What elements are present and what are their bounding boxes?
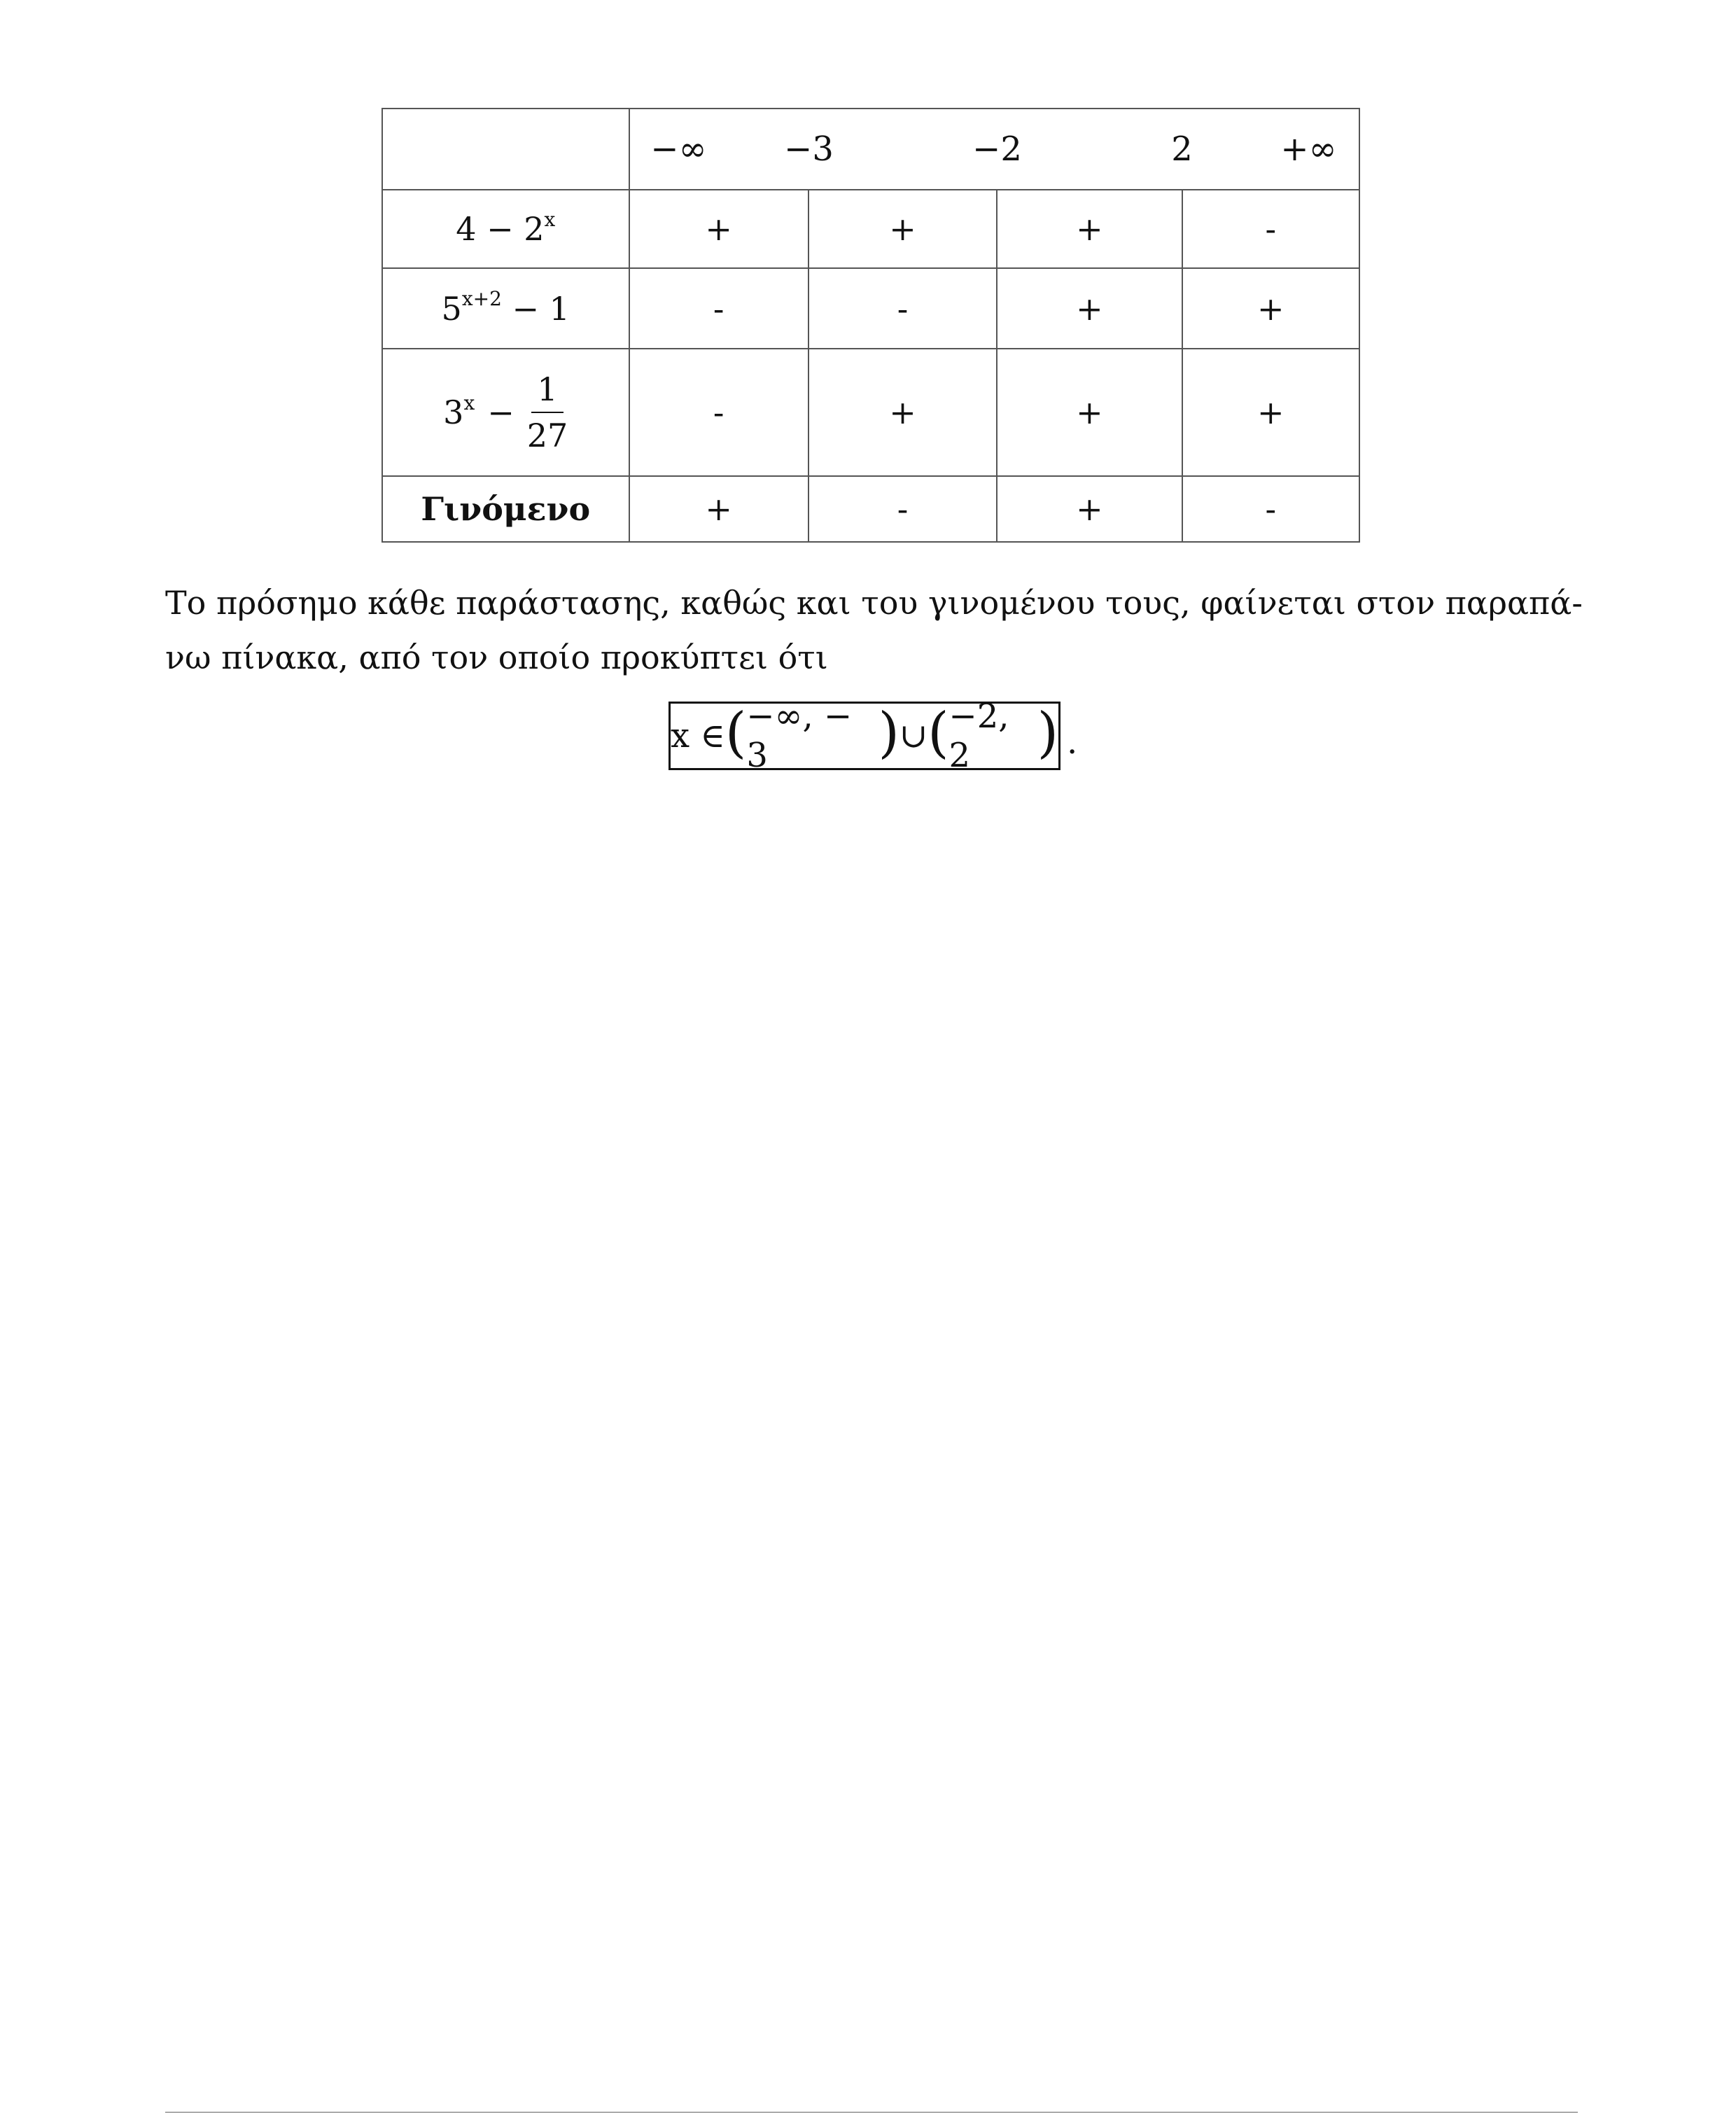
point-neg-inf: −∞	[650, 130, 707, 169]
sign-cell: +	[997, 268, 1182, 349]
fraction: $\frac{1}{27}$	[527, 367, 568, 458]
left-paren: (	[927, 702, 949, 765]
point-neg-2: −2	[972, 130, 1022, 169]
sign-cell: +	[1182, 268, 1359, 349]
table-row	[382, 349, 1359, 476]
sign-cell: +	[997, 476, 1182, 542]
point-pos-inf: +∞	[1280, 130, 1337, 169]
interval-1: −∞, − 3	[746, 697, 853, 775]
table-row	[382, 476, 1359, 542]
element-of-symbol: ∈	[700, 716, 725, 755]
row-label-4-minus-2x: $4 - 2^x$	[382, 190, 629, 268]
point-neg-3: −3	[784, 130, 834, 169]
sign-cell: -	[1182, 190, 1359, 268]
paragraph-line-2: νω πίνακα, από τον οποίο προκύπτει ότι	[165, 639, 828, 676]
sign-cell: +	[808, 190, 997, 268]
answer-box	[668, 697, 1060, 775]
sign-cell: +	[997, 190, 1182, 268]
right-paren: )	[878, 702, 899, 765]
sign-cell: -	[1182, 476, 1359, 542]
row-label-3x-minus-fraction: 3$^x$ − $\frac{1}{27}$	[382, 349, 629, 476]
left-paren: (	[724, 702, 747, 765]
sign-table	[382, 108, 1360, 543]
explanation-paragraph	[165, 576, 1583, 685]
right-paren: )	[1037, 702, 1058, 765]
row-label-5-pow-minus-1: $5^{x+2} - 1$	[382, 268, 629, 349]
header-points-cell	[629, 109, 1360, 190]
sign-cell: +	[808, 349, 997, 476]
sign-cell: +	[1182, 349, 1359, 476]
sign-cell: -	[808, 476, 997, 542]
table-header-row	[382, 109, 1359, 190]
table-row	[382, 268, 1359, 349]
interval-2: −2, 2	[948, 697, 1009, 775]
point-2: 2	[1171, 130, 1193, 169]
row-label-product: Γινόμενο	[382, 476, 629, 542]
answer-var: x	[671, 716, 690, 755]
sign-cell: +	[997, 349, 1182, 476]
sign-cell: +	[629, 190, 808, 268]
union-symbol: ∪	[899, 716, 928, 755]
paragraph-line-1: Το πρόσημο κάθε παράστασης, καθώς και του γινομένου τους, φαίνεται στον παραπά-	[165, 584, 1583, 622]
sign-cell: -	[629, 349, 808, 476]
table-row	[382, 190, 1359, 268]
header-empty-cell	[382, 109, 629, 190]
sign-cell: +	[629, 476, 808, 542]
sign-cell: -	[808, 268, 997, 349]
sign-cell: -	[629, 268, 808, 349]
answer-period: .	[1067, 723, 1078, 762]
